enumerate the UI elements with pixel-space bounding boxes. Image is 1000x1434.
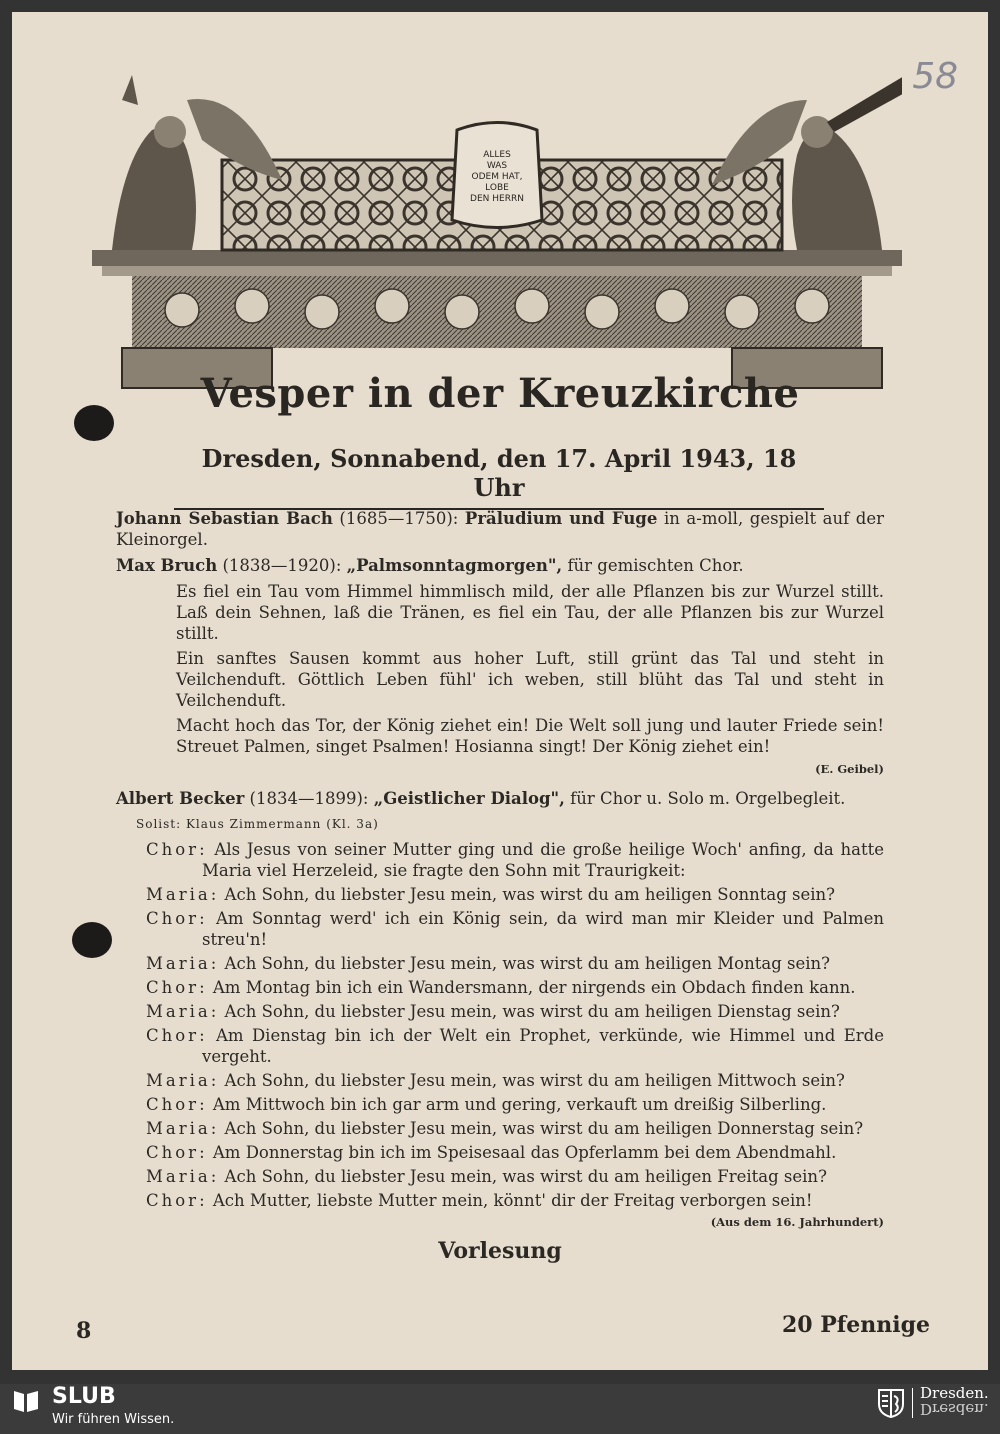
speaker: Maria:	[146, 1071, 220, 1090]
cartouche-inscription: ALLES WAS ODEM HAT, LOBE DEN HERRN	[470, 150, 524, 204]
dialogue-line	[146, 1142, 884, 1163]
dialogue-line	[146, 1001, 884, 1022]
lyric-stanza: Es fiel ein Tau vom Himmel himmlisch mild, der alle Pflanzen bis zur Wurzel stillt. Laß dein Sehnen, laß die Tränen, es fiel ein Tau, der alle Pflanzen bis zur Wurzel stillt.	[176, 582, 884, 643]
lyric-credit: (E. Geibel)	[815, 762, 884, 776]
program-listing	[116, 508, 884, 1262]
speaker: Chor:	[146, 1095, 208, 1114]
composer-dates: (1838—1920):	[222, 556, 342, 575]
dresden-coat-of-arms-icon[interactable]	[876, 1388, 906, 1418]
speaker: Maria:	[146, 1119, 220, 1138]
book-icon[interactable]	[12, 1388, 40, 1414]
punch-hole-bottom	[72, 922, 112, 958]
speaker: Maria:	[146, 1167, 220, 1186]
dialogue-text: Am Montag bin ich ein Wandersmann, der nirgends ein Obdach finden kann.	[212, 978, 856, 997]
work-description: für Chor u. Solo m. Orgelbegleit.	[570, 789, 846, 808]
dialogue	[116, 839, 884, 1211]
work-title: Präludium und Fuge	[464, 509, 658, 528]
program-sheet	[12, 12, 988, 1370]
dialogue-line	[146, 977, 884, 998]
dialogue-line	[146, 1094, 884, 1115]
dialogue-text: Ach Sohn, du liebster Jesu mein, was wirst du am heiligen Sonntag sein?	[224, 885, 836, 904]
lyric-credit: (Aus dem 16. Jahrhundert)	[710, 1215, 884, 1229]
program-item-bach	[116, 508, 884, 550]
composer-name: Johann Sebastian Bach	[116, 509, 333, 528]
dialogue-text: Als Jesus von seiner Mutter ging und die große heilige Woch' anfing, da hatte Maria viel Herzeleid, sie fragte den Sohn mit Traurigkeit:	[202, 840, 885, 880]
reading-heading: Vorlesung	[438, 1238, 562, 1264]
speaker: Chor:	[146, 1026, 208, 1045]
dialogue-text: Am Sonntag werd' ich ein König sein, da wird man mir Kleider und Palmen streu'n!	[202, 909, 884, 949]
soloist-credit: Solist: Klaus Zimmermann (Kl. 3a)	[136, 817, 379, 831]
page-number: 8	[76, 1318, 92, 1344]
dresden-logo-text[interactable]: Dresden.	[920, 1384, 989, 1402]
balustrade-engraving	[92, 60, 902, 390]
speaker: Chor:	[146, 1191, 208, 1210]
dialogue-text: Am Dienstag bin ich der Welt ein Prophet, verkünde, wie Himmel und Erde vergeht.	[202, 1026, 884, 1066]
handwritten-page-number: 58	[912, 56, 958, 97]
dialogue-line	[146, 1190, 884, 1211]
dialogue-text: Ach Sohn, du liebster Jesu mein, was wirst du am heiligen Montag sein?	[224, 954, 830, 973]
composer-dates: (1834—1899):	[249, 789, 369, 808]
dialogue-text: Ach Sohn, du liebster Jesu mein, was wirst du am heiligen Dienstag sein?	[224, 1002, 840, 1021]
speaker: Chor:	[146, 978, 208, 997]
lyric-stanza: Ein sanftes Sausen kommt aus hoher Luft, still grünt das Tal und steht in Veilchenduft. Göttlich Leben fühl' ich weben, still blüht das Tal und steht in Veilchenduft.	[176, 649, 884, 710]
dialogue-line	[146, 839, 884, 881]
dialogue-line	[146, 1118, 884, 1139]
dialogue-text: Ach Mutter, liebste Mutter mein, könnt' dir der Freitag verborgen sein!	[212, 1191, 813, 1210]
work-description: für gemischten Chor.	[567, 556, 744, 575]
page-subtitle: Dresden, Sonnabend, den 17. April 1943, 18 Uhr	[174, 444, 824, 510]
slub-logo-text[interactable]: SLUB	[52, 1384, 116, 1409]
viewer-footer-bar	[0, 1384, 1000, 1434]
program-item-bruch	[116, 555, 884, 576]
dialogue-line	[146, 908, 884, 950]
speaker: Chor:	[146, 909, 208, 928]
speaker: Chor:	[146, 840, 208, 859]
composer-name: Max Bruch	[116, 556, 218, 575]
dialogue-line	[146, 884, 884, 905]
dialogue-text: Am Donnerstag bin ich im Speisesaal das Opferlamm bei dem Abendmahl.	[212, 1143, 837, 1162]
dialogue-line	[146, 1025, 884, 1067]
composer-name: Albert Becker	[116, 789, 245, 808]
price-label: 20 Pfennige	[781, 1312, 930, 1338]
dialogue-line	[146, 1166, 884, 1187]
work-description: in a-moll, gespielt auf der Kleinorgel.	[116, 509, 885, 549]
dresden-logo-reflection: Dresden.	[920, 1400, 989, 1418]
speaker: Maria:	[146, 954, 220, 973]
speaker: Maria:	[146, 1002, 220, 1021]
composer-dates: (1685—1750):	[339, 509, 459, 528]
footer-divider	[912, 1388, 913, 1418]
program-item-becker	[116, 788, 884, 809]
work-title: „Geistlicher Dialog",	[373, 789, 565, 808]
speaker: Maria:	[146, 885, 220, 904]
dialogue-line	[146, 953, 884, 974]
dialogue-text: Ach Sohn, du liebster Jesu mein, was wirst du am heiligen Donnerstag sein?	[224, 1119, 864, 1138]
dialogue-text: Ach Sohn, du liebster Jesu mein, was wirst du am heiligen Freitag sein?	[224, 1167, 827, 1186]
slub-tagline: Wir führen Wissen.	[52, 1412, 175, 1427]
speaker: Chor:	[146, 1143, 208, 1162]
lyric-stanza: Macht hoch das Tor, der König ziehet ein! Die Welt soll jung und lauter Friede sein! Streuet Palmen, singet Psalmen! Hosianna singt! Der König ziehet ein!	[176, 716, 884, 756]
page-title: Vesper in der Kreuzkirche	[200, 370, 800, 417]
dialogue-text: Ach Sohn, du liebster Jesu mein, was wirst du am heiligen Mittwoch sein?	[224, 1071, 845, 1090]
dialogue-line	[146, 1070, 884, 1091]
dialogue-text: Am Mittwoch bin ich gar arm und gering, verkauft um dreißig Silberling.	[212, 1095, 827, 1114]
work-title: „Palmsonntagmorgen",	[346, 556, 563, 575]
